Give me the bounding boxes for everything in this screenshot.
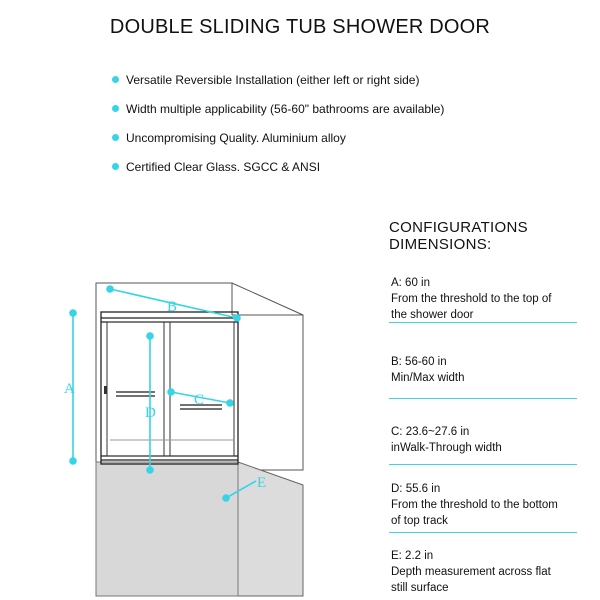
wall-outline	[96, 283, 303, 470]
bullet-icon	[112, 134, 119, 141]
dim-desc: Depth measurement across flat	[391, 566, 551, 578]
label-d: D	[145, 405, 156, 421]
divider	[389, 398, 577, 399]
dim-desc: From the threshold to the bottom	[391, 499, 558, 511]
bullet-icon	[112, 163, 119, 170]
dimension-b-spec	[391, 354, 581, 386]
feature-text: Width multiple applicability (56-60" bathrooms are available)	[126, 102, 445, 116]
dim-desc: inWalk-Through width	[391, 442, 502, 454]
feature-text: Versatile Reversible Installation (either left or right side)	[126, 73, 420, 87]
label-e: E	[257, 475, 267, 491]
feature-item	[112, 159, 532, 188]
dimension-d	[147, 333, 153, 473]
dimension-a-spec	[391, 275, 581, 323]
feature-item	[112, 130, 532, 159]
dim-desc: Min/Max width	[391, 372, 465, 384]
dimension-c-spec	[391, 424, 581, 456]
feature-item	[112, 72, 532, 101]
dim-desc: still surface	[391, 582, 449, 594]
label-b: B	[167, 299, 178, 315]
divider	[389, 532, 577, 533]
dim-desc: of top track	[391, 515, 448, 527]
shower-door-diagram	[60, 270, 320, 600]
door-handle	[104, 386, 107, 394]
feature-text: Uncompromising Quality. Aluminium alloy	[126, 131, 346, 145]
divider	[389, 322, 577, 323]
dim-title: A: 60 in	[391, 277, 430, 289]
dimension-e-spec	[391, 548, 581, 596]
label-a: A	[64, 381, 75, 397]
tub	[96, 462, 303, 596]
label-c: C	[194, 392, 205, 408]
config-heading-line: CONFIGURATIONS	[389, 219, 528, 236]
bullet-icon	[112, 105, 119, 112]
dim-desc: From the threshold to the top of	[391, 293, 552, 305]
dim-title: D: 55.6 in	[391, 483, 441, 495]
dim-title: E: 2.2 in	[391, 550, 434, 562]
divider	[389, 464, 577, 465]
feature-list	[112, 72, 532, 188]
dim-desc: the shower door	[391, 309, 474, 321]
feature-text: Certified Clear Glass. SGCC & ANSI	[126, 160, 321, 174]
page-title: DOUBLE SLIDING TUB SHOWER DOOR	[109, 16, 491, 38]
config-heading-line: DIMENSIONS:	[389, 236, 492, 253]
bullet-icon	[112, 76, 119, 83]
dim-title: B: 56-60 in	[391, 356, 447, 368]
feature-item	[112, 101, 532, 130]
config-heading	[389, 219, 528, 253]
dimension-d-spec	[391, 481, 581, 529]
dim-title: C: 23.6~27.6 in	[391, 426, 470, 438]
